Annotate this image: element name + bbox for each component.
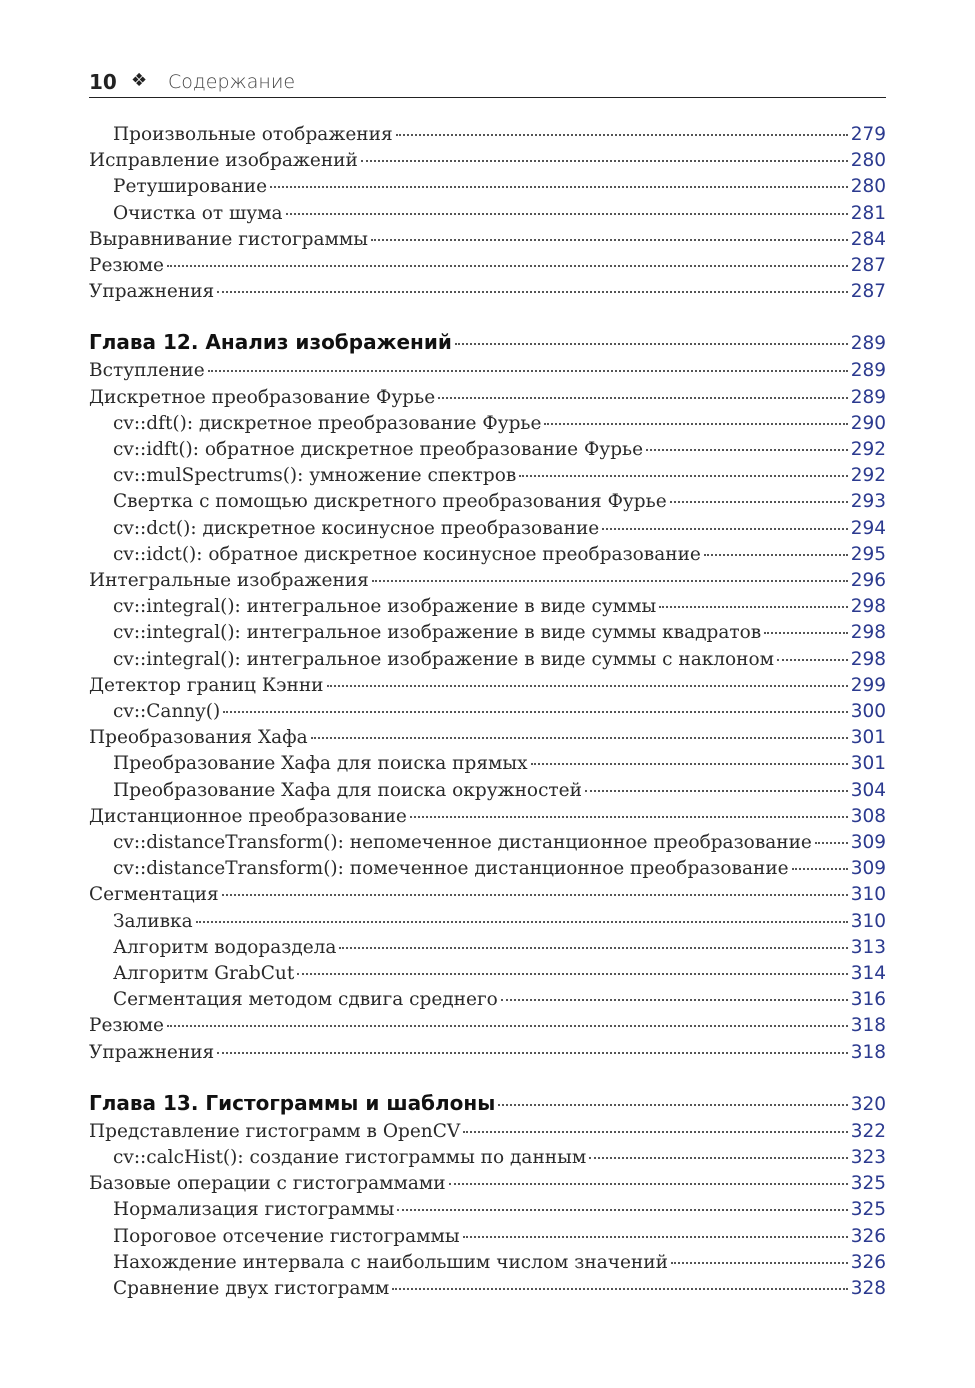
toc-entry-page: 316 [850, 989, 886, 1011]
toc-entry-title: cv::idft(): обратное дискретное преобразование Фурье [113, 439, 644, 460]
dot-leader [792, 868, 848, 870]
toc-entry-title: Нахождение интервала с наибольшим числом значений [113, 1251, 668, 1273]
toc-entry[interactable] [89, 909, 886, 935]
toc-entry-title: Резюме [89, 255, 164, 276]
toc-entry-page: 298 [850, 622, 886, 644]
toc-entry-title: Глава 12. Анализ изображений [89, 330, 452, 355]
dot-leader [196, 921, 848, 923]
toc-entry[interactable] [89, 594, 886, 620]
dot-leader [372, 580, 848, 582]
toc-entry-page: 310 [850, 910, 886, 932]
toc-entry[interactable] [89, 725, 886, 751]
toc-entry[interactable] [89, 358, 886, 384]
toc-entry-title: cv::distanceTransform(): непомеченное дистанционное преобразование [113, 832, 812, 853]
toc-entry-title: cv::integral(): интегральное изображение в виде суммы квадратов [113, 622, 762, 644]
dot-leader [223, 711, 848, 713]
dot-leader [397, 1209, 847, 1211]
toc-entry-title: cv::integral(): интегральное изображение в виде суммы [113, 596, 657, 618]
dot-leader [815, 842, 848, 844]
toc-entry-page: 287 [850, 255, 886, 276]
toc-chapter-entry[interactable] [89, 1090, 886, 1116]
toc-entry-title: Преобразование Хафа для поиска окружностей [113, 779, 582, 801]
toc-entry-title: cv::Canny() [113, 701, 221, 722]
dot-leader [217, 1052, 847, 1054]
toc-entry[interactable] [89, 1013, 886, 1039]
toc-entry[interactable] [89, 804, 886, 830]
toc-entry-title: cv::dct(): дискретное косинусное преобразование [113, 517, 600, 539]
dot-leader [222, 894, 848, 896]
toc-entry-title: Заливка [113, 910, 193, 932]
toc-entry[interactable] [89, 778, 886, 804]
dot-leader [410, 816, 848, 818]
toc-entry[interactable] [89, 489, 886, 515]
toc-entry-page: 289 [850, 386, 886, 408]
toc-entry-title: Интегральные изображения [89, 570, 369, 591]
dot-leader [208, 370, 848, 372]
toc-entry[interactable] [89, 279, 886, 305]
toc-entry-page: 281 [850, 202, 886, 224]
toc-entry-page: 290 [850, 412, 886, 434]
dot-leader [531, 763, 848, 765]
toc-entry[interactable] [89, 1119, 886, 1145]
toc-chapter-entry[interactable] [89, 329, 886, 355]
dot-leader [217, 291, 847, 293]
toc-entry-title: Ретуширование [113, 176, 268, 198]
toc-entry-page: 309 [850, 858, 886, 880]
toc-entry-page: 322 [850, 1120, 886, 1142]
toc-entry[interactable] [89, 148, 886, 174]
toc-entry[interactable] [89, 463, 886, 489]
dot-leader [585, 790, 848, 792]
toc-entry-page: 301 [850, 727, 886, 749]
toc-entry-page: 304 [850, 779, 886, 801]
toc-entry-title: Алгоритм водораздела [113, 936, 337, 958]
dot-leader [392, 1288, 847, 1290]
toc-entry-page: 301 [850, 753, 886, 775]
toc-entry-page: 313 [850, 936, 886, 958]
dot-leader [449, 1183, 848, 1185]
dot-leader [396, 134, 848, 136]
dot-leader [371, 239, 848, 241]
toc-entry-page: 298 [850, 648, 886, 670]
toc-entry[interactable] [89, 1145, 886, 1171]
dot-leader [777, 659, 848, 661]
toc-entry[interactable] [89, 856, 886, 882]
toc-entry-title: cv::calcHist(): создание гистограммы по данным [113, 1147, 587, 1168]
toc-entry-page: 284 [850, 228, 886, 250]
toc-entry-title: Пороговое отсечение гистограммы [113, 1225, 460, 1247]
dot-leader [438, 397, 848, 399]
toc-entry[interactable] [89, 568, 886, 594]
toc-entry-title: Преобразование Хафа для поиска прямых [113, 753, 528, 775]
dot-leader [544, 423, 847, 425]
toc-entry-title: Произвольные отображения [113, 124, 393, 145]
dot-leader [764, 632, 848, 634]
toc-entry[interactable] [89, 673, 886, 699]
toc-entry-page: 280 [850, 150, 886, 172]
toc-entry-title: Глава 13. Гистограммы и шаблоны [89, 1090, 496, 1115]
dot-leader [519, 475, 847, 477]
toc-entry[interactable] [89, 1171, 886, 1197]
toc-entry[interactable] [89, 542, 886, 568]
toc-entry-title: cv::dft(): дискретное преобразование Фурье [113, 412, 542, 434]
toc-entry-title: Упражнения [89, 281, 215, 303]
dot-leader [327, 685, 848, 687]
toc-entry-title: Очистка от шума [113, 202, 283, 224]
toc-entry[interactable] [89, 699, 886, 725]
toc-entry-page: 293 [850, 491, 886, 513]
toc-entry-title: Базовые операции с гистограммами [89, 1173, 446, 1195]
toc-entry-title: Нормализация гистограммы [113, 1199, 395, 1221]
toc-entry-page: 323 [850, 1147, 886, 1168]
toc-entry[interactable] [89, 385, 886, 411]
toc-entry[interactable] [89, 1197, 886, 1223]
toc-entry-page: 314 [850, 963, 886, 984]
toc-entry-title: Преобразования Хафа [89, 727, 308, 749]
toc-entry-page: 296 [850, 570, 886, 591]
ornament-icon: ❖ [131, 70, 148, 91]
dot-leader [589, 1157, 847, 1159]
toc-entry[interactable] [89, 647, 886, 673]
toc-entry-page: 326 [850, 1225, 886, 1247]
dot-leader [704, 554, 848, 556]
table-of-contents [89, 0, 886, 1388]
toc-entry-page: 309 [850, 832, 886, 853]
toc-entry[interactable] [89, 227, 886, 253]
toc-entry-title: Сегментация [89, 884, 219, 906]
dot-leader [167, 1025, 848, 1027]
toc-entry[interactable] [89, 830, 886, 856]
toc-entry[interactable] [89, 437, 886, 463]
toc-entry-page: 294 [850, 517, 886, 539]
toc-entry-page: 299 [850, 674, 886, 696]
toc-entry[interactable] [89, 174, 886, 200]
toc-entry-title: Упражнения [89, 1041, 215, 1063]
toc-entry-page: 326 [850, 1251, 886, 1273]
toc-entry[interactable] [89, 253, 886, 279]
toc-entry-page: 289 [850, 333, 886, 355]
dot-leader [670, 501, 848, 503]
toc-entry[interactable] [89, 411, 886, 437]
toc-entry-title: Алгоритм GrabCut [113, 963, 295, 984]
dot-leader [671, 1262, 848, 1264]
toc-entry-title: cv::idct(): обратное дискретное косинусное преобразование [113, 543, 701, 565]
toc-entry[interactable] [89, 1224, 886, 1250]
toc-entry[interactable] [89, 935, 886, 961]
dot-leader [361, 160, 848, 162]
toc-entry-page: 300 [850, 701, 886, 722]
toc-entry-title: Дискретное преобразование Фурье [89, 386, 436, 408]
toc-entry-title: Свертка с помощью дискретного преобразования Фурье [113, 491, 667, 513]
dot-leader [501, 999, 848, 1001]
dot-leader [311, 737, 848, 739]
toc-entry-page: 310 [850, 884, 886, 906]
toc-entry-page: 328 [850, 1278, 886, 1299]
toc-entry-page: 298 [850, 596, 886, 618]
toc-entry-page: 292 [850, 439, 886, 460]
dot-leader [167, 265, 848, 267]
page-number: 10 [89, 70, 117, 94]
toc-entry-page: 287 [850, 281, 886, 303]
dot-leader [498, 1104, 847, 1106]
toc-entry[interactable] [89, 122, 886, 148]
dot-leader [286, 213, 848, 215]
toc-entry-title: Резюме [89, 1015, 164, 1037]
toc-entry-title: Представление гистограмм в OpenCV [89, 1120, 461, 1142]
toc-entry-page: 325 [850, 1173, 886, 1195]
dot-leader [659, 606, 847, 608]
toc-entry-page: 320 [850, 1093, 886, 1115]
toc-entry-page: 289 [850, 360, 886, 382]
dot-leader [602, 528, 847, 530]
toc-entry[interactable] [89, 1276, 886, 1302]
running-title: Содержание [168, 71, 296, 93]
toc-entry-page: 318 [850, 1041, 886, 1063]
dot-leader [463, 1236, 848, 1238]
toc-entry-title: Исправление изображений [89, 150, 358, 172]
toc-entry-title: Выравнивание гистограммы [89, 228, 369, 250]
toc-entry-title: cv::integral(): интегральное изображение в виде суммы с наклоном [113, 648, 775, 670]
toc-entry-title: Сегментация методом сдвига среднего [113, 989, 498, 1011]
toc-entry-title: Сравнение двух гистограмм [113, 1278, 390, 1299]
toc-entry[interactable] [89, 961, 886, 987]
dot-leader [646, 449, 848, 451]
toc-entry-page: 279 [850, 124, 886, 145]
toc-entry-page: 308 [850, 805, 886, 827]
toc-entry[interactable] [89, 1250, 886, 1276]
toc-entry-page: 325 [850, 1199, 886, 1221]
toc-entry[interactable] [89, 516, 886, 542]
toc-entry[interactable] [89, 620, 886, 646]
toc-entry-title: cv::mulSpectrums(): умножение спектров [113, 465, 517, 487]
toc-entry-page: 280 [850, 176, 886, 198]
toc-entry-page: 292 [850, 465, 886, 487]
dot-leader [455, 343, 848, 345]
dot-leader [270, 186, 848, 188]
toc-entry[interactable] [89, 882, 886, 908]
toc-entry-page: 295 [850, 543, 886, 565]
toc-entry[interactable] [89, 987, 886, 1013]
toc-entry[interactable] [89, 201, 886, 227]
dot-leader [297, 973, 847, 975]
toc-entry-title: Детектор границ Кэнни [89, 674, 324, 696]
toc-entry[interactable] [89, 1040, 886, 1066]
toc-entry[interactable] [89, 751, 886, 777]
toc-entry-title: Вступление [89, 360, 205, 382]
toc-entry-page: 318 [850, 1015, 886, 1037]
dot-leader [339, 947, 847, 949]
toc-entry-title: cv::distanceTransform(): помеченное дистанционное преобразование [113, 858, 789, 880]
dot-leader [463, 1131, 847, 1133]
toc-entry-title: Дистанционное преобразование [89, 805, 407, 827]
